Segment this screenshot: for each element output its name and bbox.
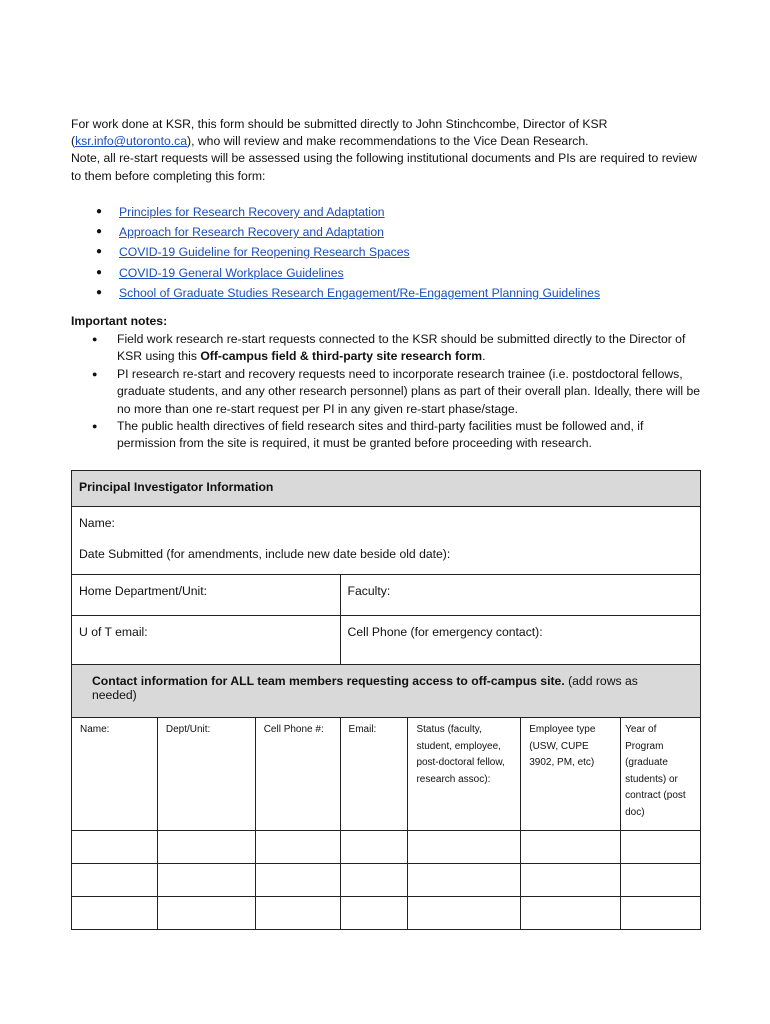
table-cell[interactable]: [408, 864, 521, 897]
list-item: [96, 222, 600, 242]
intro-line3: Note, all re-start requests will be assessed using the following institutional documents and PIs are required to review to them before completing this form:: [71, 151, 697, 183]
reference-documents-list: [96, 202, 600, 303]
table-cell[interactable]: [72, 897, 158, 930]
table-cell[interactable]: [340, 864, 408, 897]
table-cell[interactable]: [621, 897, 701, 930]
table-cell[interactable]: [408, 897, 521, 930]
table-cell[interactable]: [255, 897, 340, 930]
date-submitted-label: Date Submitted (for amendments, include new date beside old date):: [79, 547, 451, 561]
table-cell[interactable]: [157, 897, 255, 930]
note-1-bold: Off-campus field & third-party site research form: [200, 349, 483, 364]
contact-header-note: (add rows as needed): [92, 674, 638, 702]
reference-link[interactable]: Approach for Research Recovery and Adaptation: [119, 225, 384, 240]
column-header: Email:: [340, 718, 408, 831]
reference-link[interactable]: School of Graduate Studies Research Engagement/Re-Engagement Planning Guidelines: [119, 285, 601, 300]
note-2-text: PI research re-start and recovery requests need to incorporate research trainee (i.e. postdoctoral fellows, graduate students, and any other research personnel) plans as part of their overall plan. Ideally, there will be no more than one re-start request per PI in any given re-start phase/stage.: [117, 366, 701, 416]
cell-phone-field[interactable]: [340, 616, 700, 665]
contact-info-header: [72, 665, 701, 718]
paren-open: (: [71, 134, 76, 149]
table-cell[interactable]: [521, 864, 621, 897]
table-cell[interactable]: [157, 831, 255, 864]
home-department-field[interactable]: [72, 575, 341, 616]
table-cell[interactable]: [72, 864, 158, 897]
list-item: [96, 283, 600, 303]
pi-section-header: [72, 471, 701, 507]
cell-phone-label: Cell Phone (for emergency contact):: [347, 625, 543, 639]
table-cell[interactable]: [521, 831, 621, 864]
table-cell[interactable]: [408, 831, 521, 864]
table-cell[interactable]: [255, 831, 340, 864]
intro-text: [71, 116, 701, 185]
pi-information-table: [71, 470, 701, 930]
note-1-end: .: [482, 349, 486, 364]
list-item: [92, 366, 702, 418]
bullet-icon: ●: [92, 334, 98, 344]
contact-header-bold: Contact information for ALL team members requesting access to off-campus site.: [92, 674, 565, 688]
name-label: Name:: [79, 516, 115, 530]
table-cell[interactable]: [340, 831, 408, 864]
uoft-email-field[interactable]: [72, 616, 341, 665]
reference-link[interactable]: COVID-19 Guideline for Reopening Research Spaces: [119, 245, 410, 260]
list-item: [92, 418, 702, 453]
home-department-label: Home Department/Unit:: [79, 584, 208, 598]
column-header: Status (faculty, student, employee, post-doctoral fellow, research assoc):: [408, 718, 521, 831]
list-item: [96, 202, 600, 222]
name-date-field[interactable]: [72, 507, 701, 575]
table-row: [72, 864, 701, 897]
bullet-icon: ●: [92, 421, 98, 432]
reference-link[interactable]: Principles for Research Recovery and Adaptation: [119, 205, 385, 219]
intro-line1: For work done at KSR, this form should be submitted directly to John Stinchcombe, Director of KSR: [71, 117, 608, 131]
table-cell[interactable]: [621, 864, 701, 897]
uoft-email-label: U of T email:: [79, 625, 148, 639]
bullet-icon: ●: [96, 246, 103, 258]
list-item: [92, 331, 702, 366]
pi-header-text: Principal Investigator Information: [79, 480, 274, 494]
table-row: [72, 897, 701, 930]
note-text: [117, 331, 702, 366]
table-cell[interactable]: [621, 831, 701, 864]
list-item: [96, 263, 600, 283]
note-1-text: Field work research re-start requests connected to the KSR should be submitted directly to the Director of KSR using this: [117, 332, 686, 364]
column-header: Cell Phone #:: [255, 718, 340, 831]
faculty-field[interactable]: [340, 575, 700, 616]
list-item: [96, 242, 600, 262]
table-row: [72, 831, 701, 864]
table-cell[interactable]: [157, 864, 255, 897]
team-table-header-row: [72, 718, 701, 831]
bullet-icon: ●: [96, 226, 103, 238]
column-header: Employee type (USW, CUPE 3902, PM, etc): [521, 718, 621, 831]
intro-line2: ), who will review and make recommendations to the Vice Dean Research.: [187, 134, 589, 149]
column-header: Dept/Unit:: [157, 718, 255, 831]
important-notes-heading: Important notes:: [71, 314, 168, 328]
table-cell[interactable]: [340, 897, 408, 930]
bullet-icon: ●: [96, 206, 103, 217]
faculty-label: Faculty:: [347, 584, 391, 598]
table-cell[interactable]: [72, 831, 158, 864]
table-cell[interactable]: [521, 897, 621, 930]
bullet-icon: ●: [96, 266, 103, 278]
table-cell[interactable]: [255, 864, 340, 897]
column-header: Name:: [72, 718, 158, 831]
intro-paragraph: [71, 116, 701, 185]
reference-link[interactable]: COVID-19 General Workplace Guidelines: [119, 265, 344, 280]
column-header: Year of Program (graduate students) or contract (post doc): [621, 718, 701, 831]
important-notes-list: [92, 331, 702, 453]
ksr-email-link[interactable]: ksr.info@utoronto.ca: [75, 134, 188, 149]
bullet-icon: ●: [92, 368, 98, 379]
bullet-icon: ●: [96, 286, 103, 298]
note-3-text: The public health directives of field research sites and third-party facilities must be followed and, if permission from the site is required, it must be granted before proceeding with research.: [117, 419, 644, 451]
